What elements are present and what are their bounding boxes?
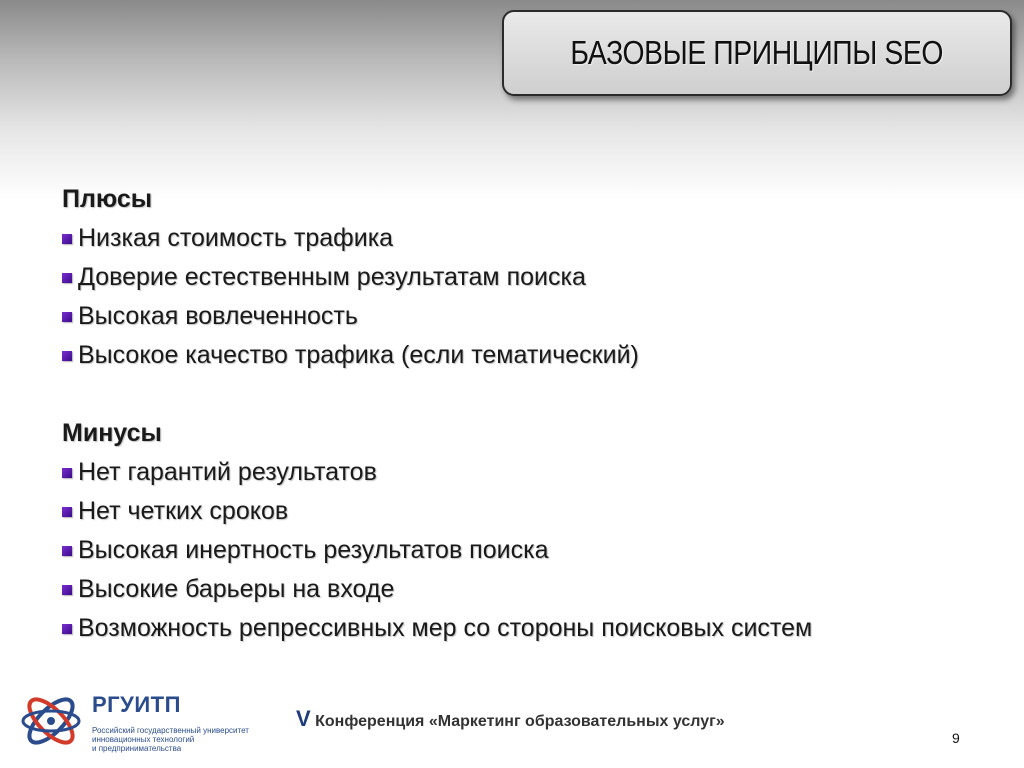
title-box: [502, 10, 1012, 96]
pros-item-text: Высокая вовлеченность: [78, 302, 358, 330]
square-bullet-icon: [62, 507, 72, 517]
cons-item: [62, 609, 1002, 648]
cons-item: [62, 492, 1002, 531]
pros-item-text: Низкая стоимость трафика: [78, 224, 394, 252]
pros-item-text: Высокое качество трафика (если тематический): [78, 341, 639, 369]
atom-logo-icon: [18, 688, 84, 754]
logo-subtitle: [92, 726, 292, 753]
conference-roman-number: V: [296, 706, 311, 731]
square-bullet-icon: [62, 468, 72, 478]
square-bullet-icon: [62, 312, 72, 322]
logo-subtitle-line: Российский государственный университет: [92, 726, 249, 735]
conference-title: Конференция «Маркетинг образовательных услуг»: [315, 713, 725, 730]
pros-heading: Плюсы: [62, 185, 153, 213]
square-bullet-icon: [62, 546, 72, 556]
pros-item: [62, 336, 1002, 375]
square-bullet-icon: [62, 351, 72, 361]
cons-item-text: Нет гарантий результатов: [78, 458, 377, 486]
cons-item: [62, 570, 1002, 609]
page-number: 9: [952, 730, 960, 746]
cons-item-text: Высокая инертность результатов поиска: [78, 536, 549, 564]
cons-heading: Минусы: [62, 419, 162, 447]
cons-item-text: Нет четких сроков: [78, 497, 289, 525]
pros-item: [62, 297, 1002, 336]
square-bullet-icon: [62, 585, 72, 595]
pros-item: [62, 219, 1002, 258]
pros-item-text: Доверие естественным результатам поиска: [78, 263, 586, 291]
logo-subtitle-line: инновационных технологий: [92, 735, 195, 744]
pros-item: [62, 258, 1002, 297]
university-logo: [18, 686, 298, 756]
square-bullet-icon: [62, 273, 72, 283]
square-bullet-icon: [62, 624, 72, 634]
spacer: [62, 375, 1002, 414]
cons-item: [62, 453, 1002, 492]
slide-title: БАЗОВЫЕ ПРИНЦИПЫ SEO: [570, 34, 944, 71]
cons-item-text: Высокие барьеры на входе: [78, 575, 395, 603]
conference-footer: [296, 706, 725, 732]
square-bullet-icon: [62, 234, 72, 244]
slide-content: [62, 180, 1002, 648]
logo-name: РГУИТП: [92, 692, 181, 717]
cons-item-text: Возможность репрессивных мер со стороны поисковых систем: [78, 614, 813, 642]
cons-item: [62, 531, 1002, 570]
logo-subtitle-line: и предпринимательства: [92, 744, 182, 753]
